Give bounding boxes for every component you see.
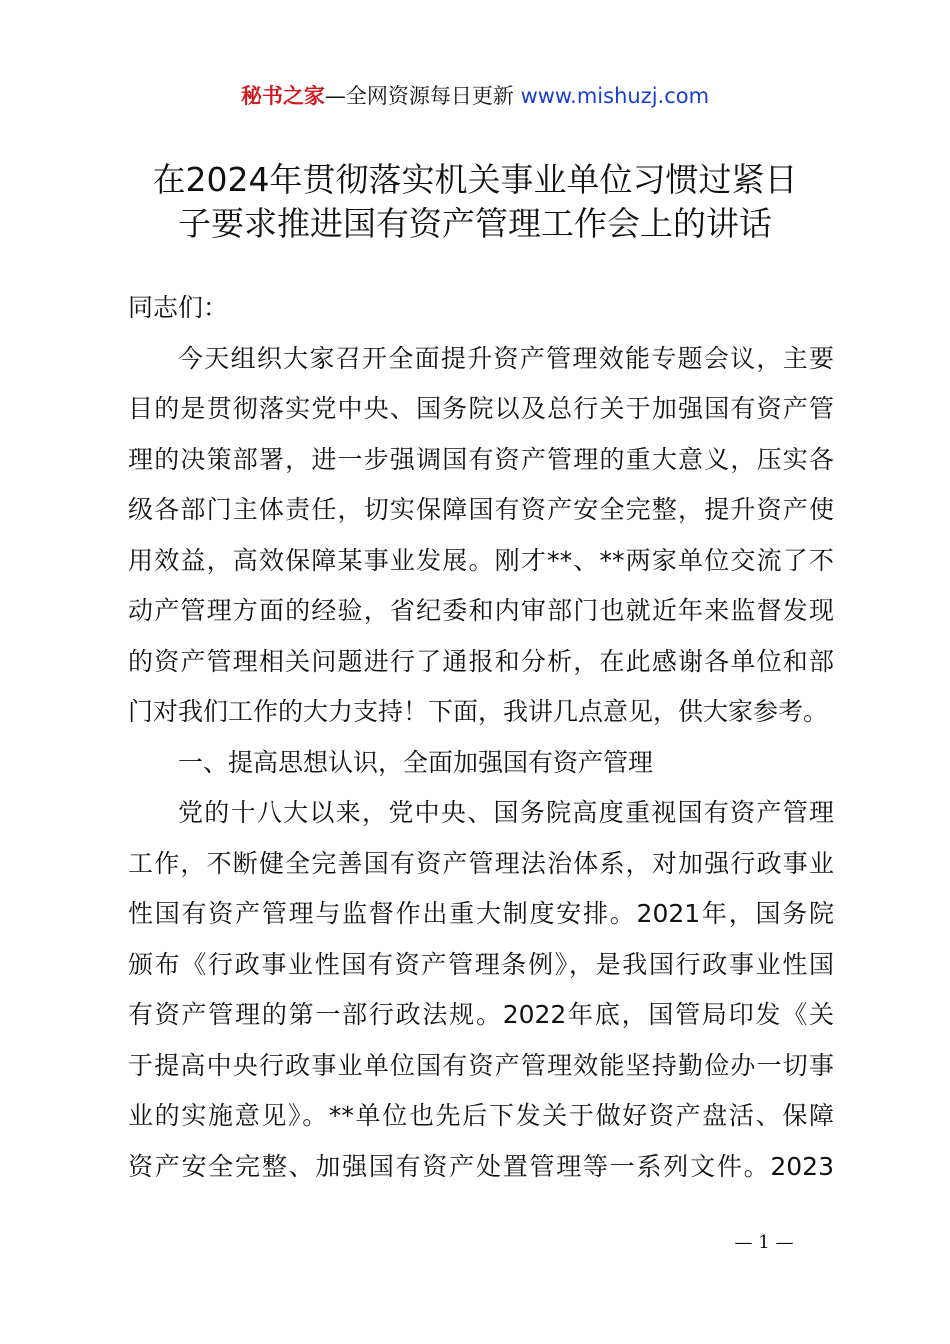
paragraph-line: 用效益，高效保障某事业发展。刚才**、**两家单位交流了不 bbox=[128, 545, 834, 575]
paragraph-line: 性国有资产管理与监督作出重大制度安排。2021年，国务院 bbox=[128, 899, 834, 928]
paragraph-line: 今天组织大家召开全面提升资产管理效能专题会议，主要 bbox=[178, 343, 834, 373]
section-heading: 一、提高思想认识，全面加强国有资产管理 bbox=[178, 747, 654, 777]
paragraph-intro bbox=[128, 334, 834, 738]
paragraph-line: 工作，不断健全完善国有资产管理法治体系，对加强行政事业 bbox=[128, 848, 834, 878]
paragraph-line: 有资产管理的第一部行政法规。2022年底，国管局印发《关 bbox=[128, 1000, 834, 1029]
title-line-1: 在2024年贯彻落实机关事业单位习惯过紧日 bbox=[152, 160, 798, 199]
paragraph-line: 门对我们工作的大力支持！下面，我讲几点意见，供大家参考。 bbox=[128, 697, 829, 726]
paragraph-line: 理的决策部署，进一步强调国有资产管理的重大意义，压实各 bbox=[128, 444, 834, 474]
header-banner bbox=[0, 80, 950, 112]
paragraph-line: 资产安全完整、加强国有资产处置管理等一系列文件。2023 bbox=[128, 1151, 834, 1181]
title-line-2: 子要求推进国有资产管理工作会上的讲话 bbox=[178, 204, 772, 243]
greeting: 同志们： bbox=[128, 293, 229, 322]
document-title bbox=[100, 158, 850, 246]
paragraph-line: 动产管理方面的经验，省纪委和内审部门也就近年来监督发现 bbox=[128, 596, 834, 625]
page-number: — 1 — bbox=[734, 1232, 794, 1253]
website-link[interactable]: www.mishuzj.com bbox=[520, 84, 710, 108]
paragraph-line: 业的实施意见》。**单位也先后下发关于做好资产盘活、保障 bbox=[128, 1101, 834, 1130]
paragraph-section-one bbox=[128, 788, 834, 1192]
paragraph-line: 的资产管理相关问题进行了通报和分析，在此感谢各单位和部 bbox=[128, 646, 834, 676]
brand-name: 秘书之家 bbox=[240, 84, 325, 108]
paragraph-line: 颁布《行政事业性国有资产管理条例》，是我国行政事业性国 bbox=[128, 949, 834, 979]
paragraph-line: 于提高中央行政事业单位国有资产管理效能坚持勤俭办一切事 bbox=[128, 1050, 834, 1080]
document-body bbox=[128, 283, 834, 1192]
paragraph-line: 目的是贯彻落实党中央、国务院以及总行关于加强国有资产管 bbox=[128, 394, 834, 423]
header-slogan: —全网资源每日更新 bbox=[324, 84, 514, 108]
paragraph-line: 级各部门主体责任，切实保障国有资产安全完整，提升资产使 bbox=[128, 495, 834, 524]
paragraph-line: 党的十八大以来，党中央、国务院高度重视国有资产管理 bbox=[178, 798, 834, 827]
